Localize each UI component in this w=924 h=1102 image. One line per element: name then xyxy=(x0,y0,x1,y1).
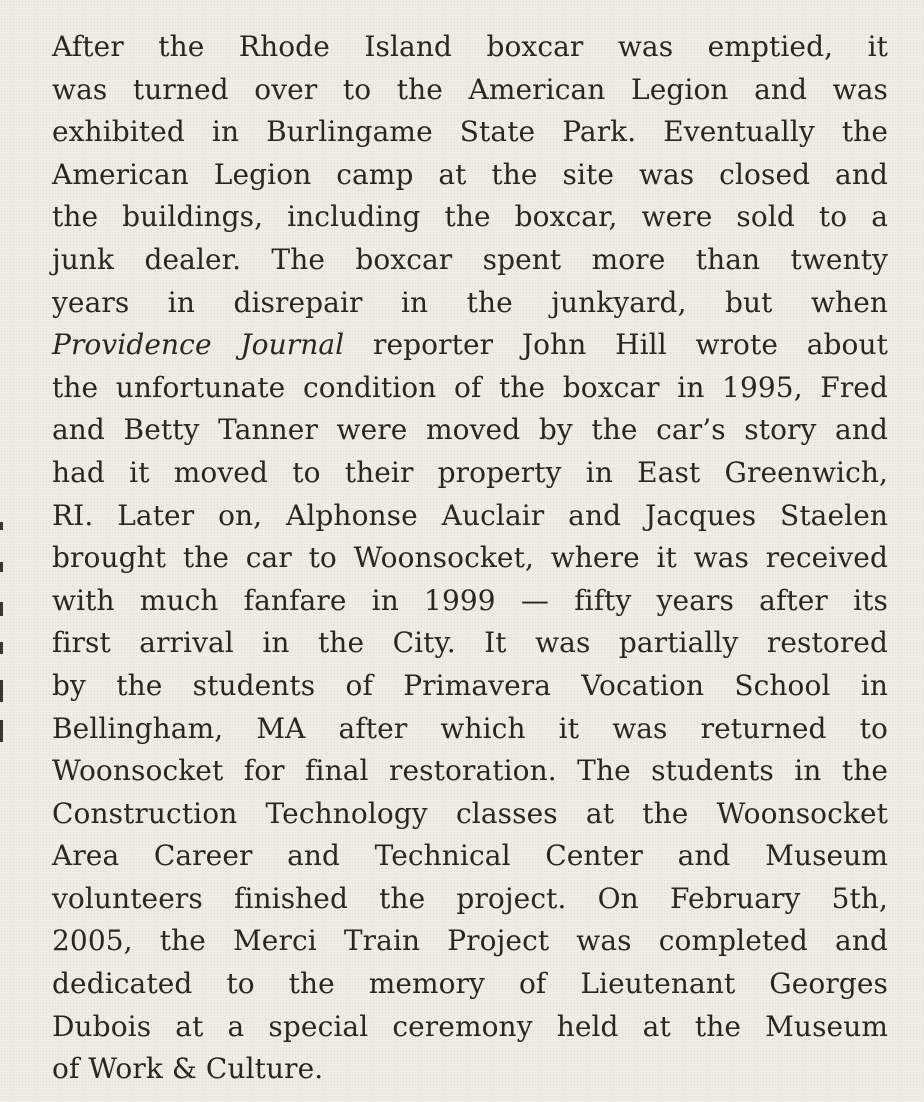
margin-mark xyxy=(0,680,3,702)
text-line: the unfortunate condition of the boxcar in 1995, Fred xyxy=(52,370,888,404)
margin-mark xyxy=(0,522,3,530)
text-line: years in disrepair in the junkyard, but when xyxy=(52,285,888,319)
text-line: After the Rhode Island boxcar was emptied, it xyxy=(52,30,888,63)
publication-title: Providence Journal xyxy=(52,328,345,362)
text-line: was turned over to the American Legion and was xyxy=(52,72,888,106)
text-line: 2005, the Merci Train Project was completed and xyxy=(52,924,888,958)
article-body xyxy=(52,26,888,1091)
text-line: had it moved to their property in East Greenwich, xyxy=(52,455,888,489)
margin-mark xyxy=(0,642,3,654)
text-line: exhibited in Burlingame State Park. Eventually the xyxy=(52,115,888,149)
text-line: brought the car to Woonsocket, where it was received xyxy=(52,541,888,575)
text-line: Bellingham, MA after which it was returned to xyxy=(52,711,888,745)
text-line: by the students of Primavera Vocation School in xyxy=(52,668,888,702)
text-line: first arrival in the City. It was partially restored xyxy=(52,626,888,660)
text-line: Construction Technology classes at the Woonsocket xyxy=(52,796,888,830)
text-line: and Betty Tanner were moved by the car’s story and xyxy=(52,413,888,447)
margin-mark xyxy=(0,562,3,572)
margin-mark xyxy=(0,720,3,742)
text-line: volunteers finished the project. On February 5th, xyxy=(52,881,888,915)
text-line xyxy=(52,324,888,367)
text-line: Area Career and Technical Center and Museum xyxy=(52,839,888,873)
text-line: with much fanfare in 1999 — fifty years after its xyxy=(52,583,888,617)
text-line: the buildings, including the boxcar, were sold to a xyxy=(52,200,888,234)
text-line: dedicated to the memory of Lieutenant Georges xyxy=(52,967,888,1001)
text-line: Dubois at a special ceremony held at the Museum xyxy=(52,1009,888,1043)
text-line: American Legion camp at the site was closed and xyxy=(52,157,888,191)
text-line: Woonsocket for final restoration. The students in the xyxy=(52,754,888,788)
text-line: RI. Later on, Alphonse Auclair and Jacques Staelen xyxy=(52,498,888,532)
text-line: of Work & Culture. xyxy=(52,1052,324,1086)
text-run: reporter John Hill wrote about xyxy=(344,328,888,362)
margin-mark xyxy=(0,602,3,616)
text-line: junk dealer. The boxcar spent more than twenty xyxy=(52,242,888,276)
